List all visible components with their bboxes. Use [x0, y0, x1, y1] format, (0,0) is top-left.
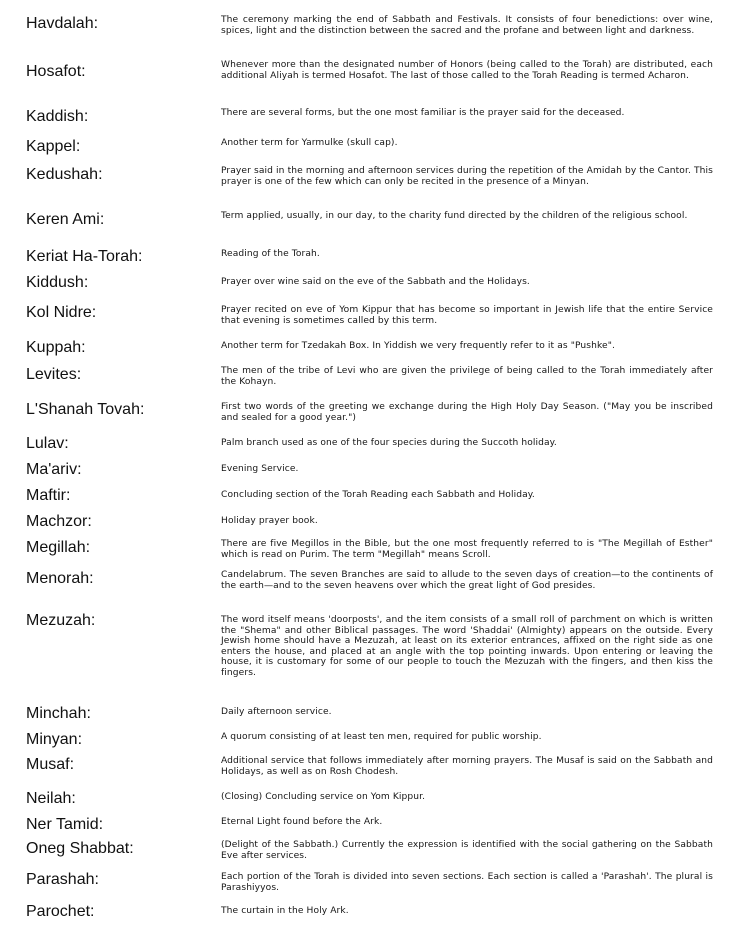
glossary-definition: There are several forms, but the one most familiar is the prayer said for the deceased. [221, 108, 625, 118]
glossary-term: Ma'ariv: [26, 461, 82, 478]
glossary-term: L'Shanah Tovah: [26, 401, 145, 418]
glossary-definition: Daily afternoon service. [221, 707, 332, 717]
glossary-term: Hosafot: [26, 63, 86, 80]
glossary-term: Megillah: [26, 539, 91, 556]
glossary-definition: Candelabrum. The seven Branches are said to allude to the seven days of creation—to the continents of the earth—and to the seven heavens over which the great light of God presides. [221, 570, 713, 591]
glossary-term: Levites: [26, 366, 82, 383]
glossary-term: Minyan: [26, 731, 83, 748]
glossary-definition: The curtain in the Holy Ark. [221, 906, 349, 916]
glossary-term: Kappel: [26, 138, 81, 155]
glossary-definition: The men of the tribe of Levi who are given the privilege of being called to the Torah immediately after the Kohayn. [221, 366, 713, 387]
glossary-definition: Another term for Tzedakah Box. In Yiddish we very frequently refer to it as "Pushke". [221, 341, 615, 351]
glossary-term: Lulav: [26, 435, 69, 452]
glossary-term: Parashah: [26, 871, 99, 888]
glossary-term: Keriat Ha-Torah: [26, 248, 143, 265]
glossary-term: Keren Ami: [26, 211, 105, 228]
glossary-definition: Holiday prayer book. [221, 516, 318, 526]
glossary-definition: Term applied, usually, in our day, to the charity fund directed by the children of the religious school. [221, 211, 688, 221]
glossary-definition: Evening Service. [221, 464, 299, 474]
glossary-term: Oneg Shabbat: [26, 840, 134, 857]
glossary-term: Kedushah: [26, 166, 103, 183]
glossary-definition: Prayer said in the morning and afternoon services during the repetition of the Amidah by the Cantor. This prayer is one of the few which can only be recited in the presence of a Minyan. [221, 166, 713, 187]
glossary-definition: The ceremony marking the end of Sabbath and Festivals. It consists of four benedictions: over wine, spices, light and the distinction between the sacred and the profane and between light and darkness. [221, 15, 713, 36]
glossary-term: Maftir: [26, 487, 71, 504]
glossary-term: Kiddush: [26, 274, 89, 291]
glossary-definition: Prayer recited on eve of Yom Kippur that has become so important in Jewish life that the entire Service that evening is sometimes called by this term. [221, 305, 713, 326]
glossary-definition: (Delight of the Sabbath.) Currently the expression is identified with the social gathering on the Sabbath Eve after services. [221, 840, 713, 861]
glossary-term: Havdalah: [26, 15, 99, 32]
glossary-definition: Prayer over wine said on the eve of the Sabbath and the Holidays. [221, 277, 530, 287]
glossary-definition: The word itself means 'doorposts', and the item consists of a small roll of parchment on which is written the "Shema" and other Biblical passages. The word 'Shaddai' (Almighty) appears on the outside. Every Jewish home should have a Mezuzah, at least on its exterior entrances, affixed on the right side as one enters the house, and placed at an angle with the top pointing inwards. Upon entering or leaving the house, it is customary for some of our people to touch the Mezuzah with the fingers, and then kiss the fingers. [221, 615, 713, 678]
glossary-definition: Whenever more than the designated number of Honors (being called to the Torah) are distributed, each additional Aliyah is termed Hosafot. The last of those called to the Torah Reading is termed Acharon. [221, 60, 713, 81]
glossary-definition: Additional service that follows immediately after morning prayers. The Musaf is said on the Sabbath and Holidays, as well as on Rosh Chodesh. [221, 756, 713, 777]
glossary-term: Kaddish: [26, 108, 89, 125]
glossary-definition: Concluding section of the Torah Reading each Sabbath and Holiday. [221, 490, 535, 500]
glossary-term: Kol Nidre: [26, 304, 97, 321]
glossary-term: Menorah: [26, 570, 94, 587]
glossary-definition: First two words of the greeting we exchange during the High Holy Day Season. ("May you be inscribed and sealed for a good year.") [221, 402, 713, 423]
glossary-definition: Palm branch used as one of the four species during the Succoth holiday. [221, 438, 557, 448]
glossary-term: Minchah: [26, 705, 91, 722]
glossary-definition: Eternal Light found before the Ark. [221, 817, 383, 827]
glossary-definition: A quorum consisting of at least ten men, required for public worship. [221, 732, 542, 742]
glossary-term: Musaf: [26, 756, 75, 773]
glossary-term: Parochet: [26, 903, 95, 920]
glossary-definition: There are five Megillos in the Bible, but the one most frequently referred to is "The Megillah of Esther" which is read on Purim. The term "Megillah" means Scroll. [221, 539, 713, 560]
glossary-term: Machzor: [26, 513, 92, 530]
glossary-definition: Each portion of the Torah is divided into seven sections. Each section is called a 'Parashah'. The plural is Parashiyyos. [221, 872, 713, 893]
glossary-term: Kuppah: [26, 339, 86, 356]
glossary-term: Ner Tamid: [26, 816, 104, 833]
glossary-term: Mezuzah: [26, 612, 96, 629]
glossary-definition: (Closing) Concluding service on Yom Kippur. [221, 792, 426, 802]
glossary-definition: Reading of the Torah. [221, 249, 320, 259]
glossary-term: Neilah: [26, 790, 76, 807]
glossary-definition: Another term for Yarmulke (skull cap). [221, 138, 398, 148]
